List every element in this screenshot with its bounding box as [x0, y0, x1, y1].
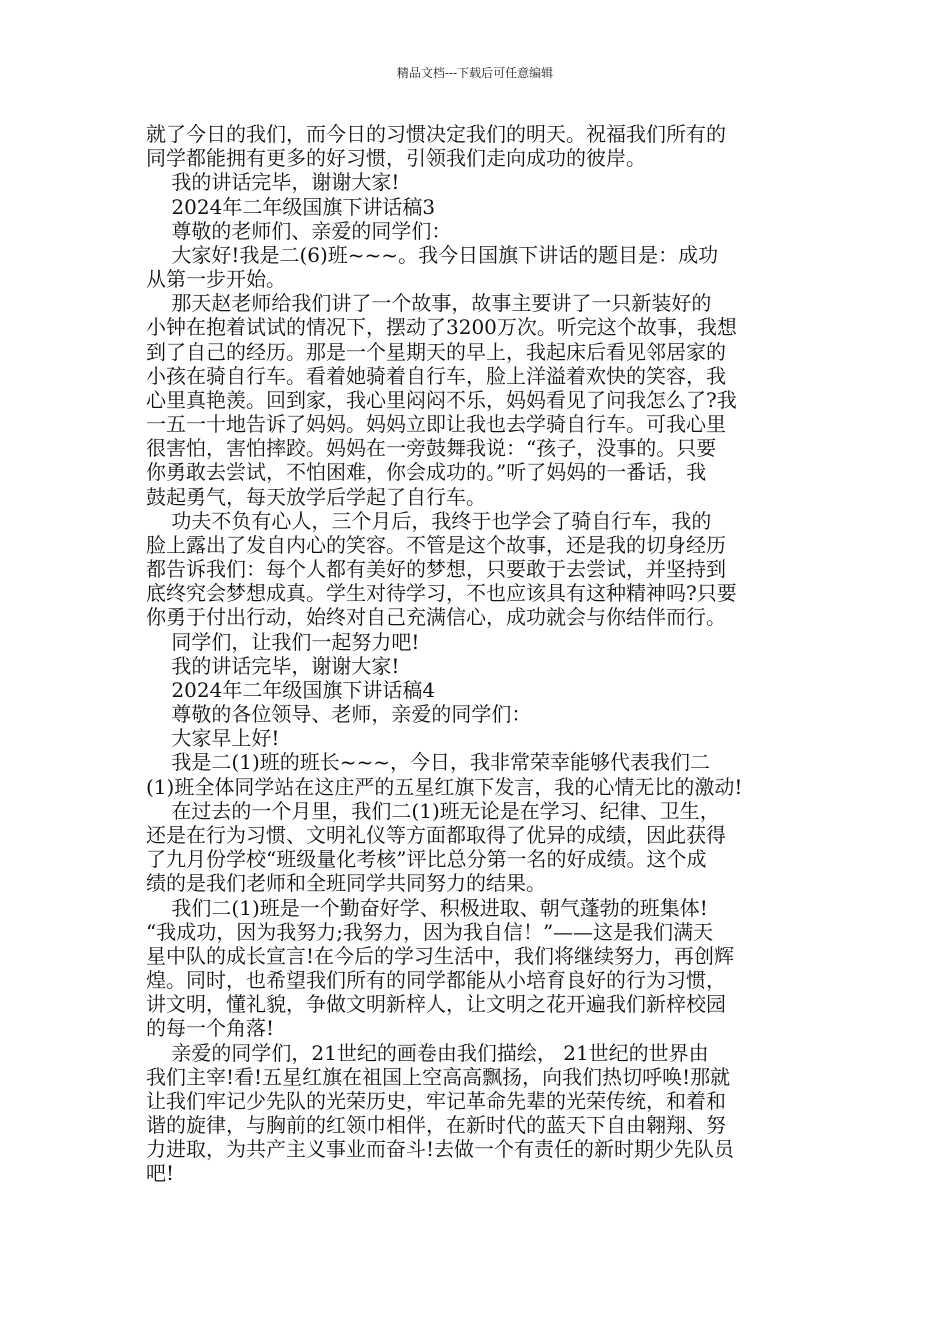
text-line: 同学都能拥有更多的好习惯，引领我们走向成功的彼岸。: [146, 146, 646, 171]
text-line: 还是在行为习惯、文明礼仪等方面都取得了优异的成绩，因此获得: [146, 822, 726, 847]
text-line: 你勇敢去尝试，不怕困难，你会成功的。”听了妈妈的一番话，我: [146, 460, 707, 485]
text-line: 绩的是我们老师和全班同学共同努力的结果。: [146, 871, 546, 896]
text-line: 小孩在骑自行车。看着她骑着自行车，脸上洋溢着欢快的笑容，我: [146, 363, 726, 388]
text-line: 2024年二年级国旗下讲话稿3: [146, 194, 436, 219]
text-line: 我的讲话完毕，谢谢大家!: [146, 653, 400, 678]
text-line: 我们二(1)班是一个勤奋好学、积极进取、朝气蓬勃的班集体!: [146, 895, 708, 920]
text-line: 亲爱的同学们，21世纪的画卷由我们描绘， 21世纪的世界由: [146, 1040, 709, 1065]
text-line: 在过去的一个月里，我们二(1)班无论是在学习、纪律、卫生，: [146, 798, 720, 823]
text-line: 同学们，让我们一起努力吧!: [146, 629, 420, 654]
text-line: 你勇于付出行动，始终对自己充满信心，成功就会与你结伴而行。: [146, 605, 726, 630]
text-line: 我的讲话完毕，谢谢大家!: [146, 170, 400, 195]
text-line: 很害怕，害怕摔跤。妈妈在一旁鼓舞我说：“孩子，没事的。只要: [146, 436, 717, 461]
text-line: 煌。同时，也希望我们所有的同学都能从小培育良好的行为习惯，: [146, 968, 726, 993]
text-line: 小钟在抱着试试的情况下，摆动了3200万次。听完这个故事，我想: [146, 315, 737, 340]
text-line: 到了自己的经历。那是一个星期天的早上，我起床后看见邻居家的: [146, 339, 726, 364]
text-line: 底终究会梦想成真。学生对待学习，不也应该具有这种精神吗?只要: [146, 581, 737, 606]
text-line: 2024年二年级国旗下讲话稿4: [146, 677, 436, 702]
text-line: 力进取，为共产主义事业而奋斗!去做一个有责任的新时期少先队员: [146, 1137, 735, 1162]
text-line: 尊敬的各位领导、老师，亲爱的同学们：: [146, 702, 532, 727]
text-line: 一五一十地告诉了妈妈。妈妈立即让我也去学骑自行车。可我心里: [146, 412, 726, 437]
text-line: “我成功，因为我努力;我努力，因为我自信！”——这是我们满天: [146, 919, 714, 944]
text-line: 鼓起勇气，每天放学后学起了自行车。: [146, 484, 486, 509]
page-header: 精品文档---下载后可任意编辑: [396, 66, 554, 80]
text-line: 谐的旋律，与胸前的红领巾相伴，在新时代的蓝天下自由翱翔、努: [146, 1113, 726, 1138]
text-line: 功夫不负有心人，三个月后，我终于也学会了骑自行车，我的: [146, 508, 712, 533]
text-line: 大家好!我是二(6)班~~~。我今日国旗下讲话的题目是：成功: [146, 242, 719, 267]
text-line: 了九月份学校“班级量化考核”评比总分第一名的好成绩。这个成: [146, 847, 707, 872]
text-line: 我是二(1)班的班长~~~，今日，我非常荣幸能够代表我们二: [146, 750, 711, 775]
text-line: 我们主宰!看!五星红旗在祖国上空高高飘扬，向我们热切呼唤!那就: [146, 1064, 731, 1089]
text-line: 脸上露出了发自内心的笑容。不管是这个故事，还是我的切身经历: [146, 532, 726, 557]
text-line: 尊敬的老师们、亲爱的同学们：: [146, 218, 452, 243]
text-line: 都告诉我们：每个人都有美好的梦想，只要敢于去尝试，并坚持到: [146, 557, 726, 582]
document-body: [146, 122, 810, 1186]
text-line: 让我们牢记少先队的光荣历史，牢记革命先辈的光荣传统，和着和: [146, 1088, 726, 1113]
text-line: 吧!: [146, 1161, 175, 1186]
text-line: 就了今日的我们，而今日的习惯决定我们的明天。祝福我们所有的: [146, 122, 726, 146]
text-line: 的每一个角落!: [146, 1016, 275, 1041]
text-line: 大家早上好!: [146, 726, 280, 751]
text-line: 那天赵老师给我们讲了一个故事，故事主要讲了一只新装好的: [146, 291, 712, 316]
text-line: 心里真艳羡。回到家，我心里闷闷不乐，妈妈看见了问我怎么了?我: [146, 387, 737, 412]
text-line: 从第一步开始。: [146, 267, 286, 292]
text-line: (1)班全体同学站在这庄严的五星红旗下发言，我的心情无比的激动!: [146, 774, 743, 799]
text-line: 讲文明，懂礼貌，争做文明新梓人，让文明之花开遍我们新梓校园: [146, 992, 726, 1017]
text-line: 星中队的成长宣言!在今后的学习生活中，我们将继续努力，再创辉: [146, 943, 735, 968]
